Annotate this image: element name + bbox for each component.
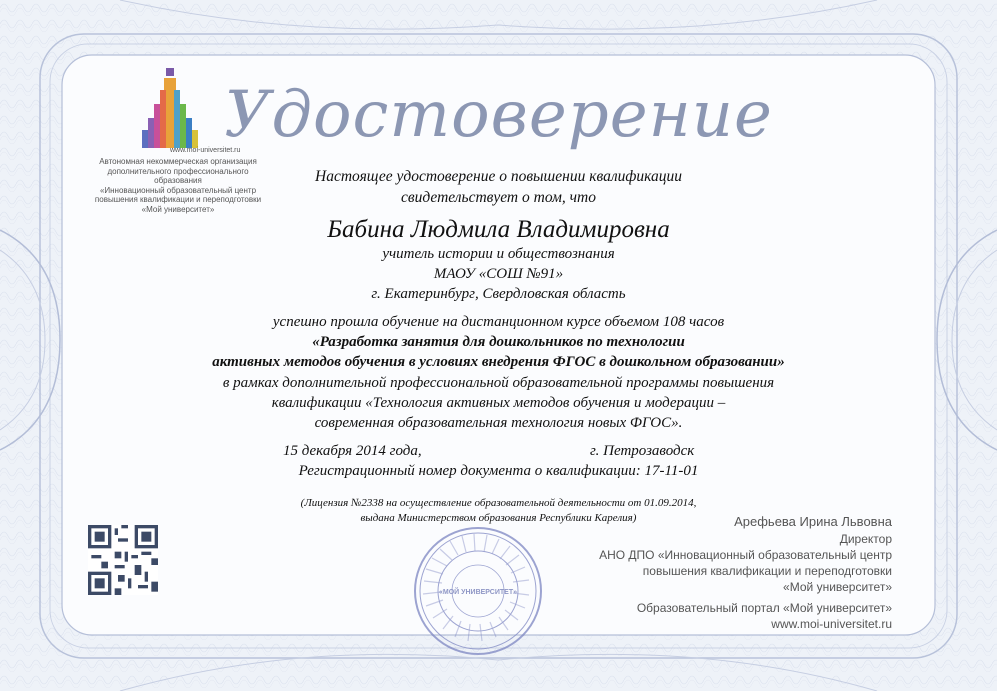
- registration-number: Регистрационный номер документа о квалификации: 17-11-01: [298, 463, 699, 479]
- organization-line: Автономная некоммерческая организация: [99, 157, 257, 166]
- recipient-position: учитель истории и обществознания: [382, 246, 615, 262]
- signer-title: Директор: [839, 532, 892, 546]
- certificate-title: Удостоверение: [224, 78, 773, 152]
- organization-line: «Инновационный образовательный центр: [99, 185, 257, 195]
- official-seal: [412, 525, 544, 657]
- intro-line-1: Настоящее удостоверение о повышении квалификации: [315, 168, 682, 185]
- recipient-school: МАОУ «СОШ №91»: [433, 266, 564, 282]
- program-line-1: в рамках дополнительной профессиональной образовательной программы повышения: [222, 375, 775, 391]
- program-line-2: квалификации «Технология активных методов обучения и модерации –: [271, 395, 726, 411]
- course-title-line-1: «Разработка занятия для дошкольников по технологии: [312, 334, 685, 350]
- recipient-name: Бабина Людмила Владимировна: [327, 216, 670, 243]
- recipient-city: г. Екатеринбург, Свердловская область: [371, 286, 626, 302]
- intro-line-2: свидетельствует о том, что: [401, 189, 596, 206]
- seal-center-text: «МОЙ УНИВЕРСИТЕТ»: [438, 589, 518, 596]
- license-line-2: выдана Министерством образования Республики Карелия): [360, 512, 637, 524]
- course-title-line-2: активных методов обучения в условиях внедрения ФГОС в дошкольном образовании»: [212, 354, 785, 370]
- signer-org-line-1: АНО ДПО «Инновационный образовательный центр: [599, 548, 892, 562]
- issue-date: 15 декабря 2014 года,: [283, 443, 422, 459]
- qr-code: [88, 525, 158, 595]
- logo-url: www.moi-universitet.ru: [170, 147, 241, 154]
- organization-line: «Мой университет»: [141, 204, 215, 214]
- portal-url[interactable]: www.moi-universitet.ru: [771, 617, 892, 631]
- signer-org-line-2: повышения квалификации и переподготовки: [642, 564, 892, 578]
- signer-name: Арефьева Ирина Львовна: [734, 514, 892, 529]
- issue-place: г. Петрозаводск: [590, 443, 695, 459]
- portal-name: Образовательный портал «Мой университет»: [636, 601, 892, 615]
- license-line-1: (Лицензия №2338 на осуществление образовательной деятельности от 01.09.2014,: [300, 497, 697, 509]
- completion-statement: успешно прошла обучение на дистанционном курсе объемом 108 часов: [272, 314, 725, 330]
- organization-line: дополнительного профессионального образования: [107, 166, 249, 185]
- organization-line: повышения квалификации и переподготовки: [94, 195, 262, 204]
- signer-org-line-3: «Мой университет»: [783, 580, 892, 594]
- program-line-3: современная образовательная технология новых ФГОС».: [314, 415, 683, 431]
